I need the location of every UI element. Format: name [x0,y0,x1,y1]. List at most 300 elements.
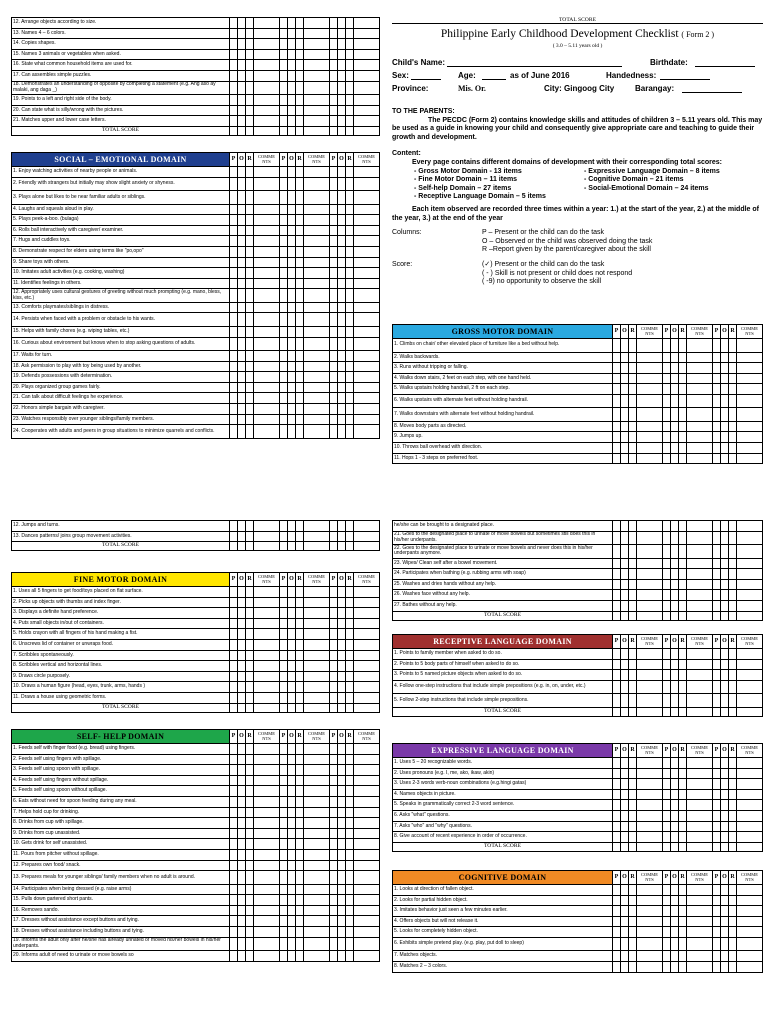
score-cell-r[interactable] [296,608,304,619]
score-cell-p[interactable] [230,18,238,29]
total-score-cell[interactable] [613,611,621,620]
score-cell-p[interactable] [713,895,721,906]
score-cell-o[interactable] [671,408,679,422]
score-cell-r[interactable] [296,650,304,661]
score-cell-r[interactable] [296,849,304,860]
score-cell-p[interactable] [230,60,238,71]
score-cell-r[interactable] [246,95,254,106]
score-cell-p[interactable] [280,839,288,850]
score-cell-o[interactable] [238,639,246,650]
score-cell-comments[interactable] [254,268,280,279]
score-cell-p[interactable] [280,351,288,362]
score-cell-o[interactable] [621,569,629,580]
score-cell-comments[interactable] [637,951,663,962]
score-cell-comments[interactable] [354,818,380,829]
score-cell-o[interactable] [721,384,729,395]
score-cell-o[interactable] [721,453,729,464]
score-cell-o[interactable] [338,60,346,71]
score-cell-p[interactable] [230,765,238,776]
score-cell-comments[interactable] [637,937,663,951]
score-cell-r[interactable] [679,453,687,464]
score-cell-o[interactable] [671,885,679,896]
score-cell-comments[interactable] [304,895,330,906]
score-cell-r[interactable] [296,818,304,829]
score-cell-p[interactable] [663,694,671,708]
score-cell-comments[interactable] [304,81,330,95]
score-cell-r[interactable] [729,895,737,906]
score-cell-o[interactable] [288,828,296,839]
score-cell-p[interactable] [713,453,721,464]
score-cell-o[interactable] [238,191,246,205]
score-cell-comments[interactable] [254,744,280,755]
score-cell-o[interactable] [721,521,729,532]
score-cell-o[interactable] [288,744,296,755]
score-cell-p[interactable] [280,204,288,215]
score-cell-p[interactable] [663,758,671,769]
score-cell-comments[interactable] [254,18,280,29]
score-cell-o[interactable] [288,60,296,71]
score-cell-comments[interactable] [737,916,763,927]
score-cell-o[interactable] [288,849,296,860]
score-cell-r[interactable] [629,694,637,708]
score-cell-comments[interactable] [304,337,330,351]
score-cell-r[interactable] [729,951,737,962]
score-cell-r[interactable] [729,521,737,532]
score-cell-comments[interactable] [304,744,330,755]
score-cell-p[interactable] [230,639,238,650]
score-cell-r[interactable] [346,361,354,372]
score-cell-p[interactable] [230,236,238,247]
score-cell-comments[interactable] [304,70,330,81]
score-cell-p[interactable] [613,670,621,681]
score-cell-o[interactable] [288,351,296,362]
score-cell-p[interactable] [613,579,621,590]
score-cell-comments[interactable] [304,425,330,439]
score-cell-r[interactable] [296,937,304,951]
score-cell-comments[interactable] [687,649,713,660]
score-cell-r[interactable] [346,775,354,786]
score-cell-r[interactable] [246,215,254,226]
total-score-cell[interactable] [330,542,338,551]
score-cell-o[interactable] [288,81,296,95]
total-score-cell[interactable] [613,707,621,716]
score-cell-p[interactable] [663,821,671,832]
score-cell-r[interactable] [629,373,637,384]
score-cell-p[interactable] [713,758,721,769]
score-cell-comments[interactable] [737,821,763,832]
score-cell-p[interactable] [330,278,338,289]
score-cell-comments[interactable] [354,587,380,598]
score-cell-o[interactable] [338,204,346,215]
score-cell-p[interactable] [713,768,721,779]
score-cell-comments[interactable] [737,421,763,432]
score-cell-p[interactable] [230,608,238,619]
score-cell-p[interactable] [230,246,238,257]
score-cell-comments[interactable] [254,671,280,682]
score-cell-comments[interactable] [687,384,713,395]
score-cell-comments[interactable] [637,521,663,532]
score-cell-o[interactable] [721,758,729,769]
score-cell-p[interactable] [663,768,671,779]
score-cell-o[interactable] [671,590,679,601]
score-cell-comments[interactable] [687,885,713,896]
score-cell-r[interactable] [246,236,254,247]
score-cell-r[interactable] [629,394,637,408]
score-cell-o[interactable] [288,246,296,257]
score-cell-comments[interactable] [304,236,330,247]
score-cell-o[interactable] [288,302,296,313]
score-cell-comments[interactable] [737,531,763,545]
score-cell-o[interactable] [671,916,679,927]
score-cell-r[interactable] [346,372,354,383]
score-cell-o[interactable] [721,569,729,580]
score-cell-r[interactable] [729,558,737,569]
score-cell-o[interactable] [238,786,246,797]
score-cell-p[interactable] [280,236,288,247]
score-cell-comments[interactable] [637,916,663,927]
score-cell-comments[interactable] [687,339,713,353]
score-cell-comments[interactable] [354,393,380,404]
score-cell-r[interactable] [629,821,637,832]
score-cell-r[interactable] [629,800,637,811]
score-cell-comments[interactable] [304,587,330,598]
score-cell-o[interactable] [721,394,729,408]
score-cell-o[interactable] [671,832,679,843]
score-cell-comments[interactable] [687,659,713,670]
score-cell-r[interactable] [246,18,254,29]
score-cell-p[interactable] [330,351,338,362]
score-cell-comments[interactable] [254,278,280,289]
score-cell-comments[interactable] [304,775,330,786]
score-cell-r[interactable] [246,871,254,885]
score-cell-o[interactable] [238,39,246,50]
score-cell-o[interactable] [721,927,729,938]
score-cell-r[interactable] [296,95,304,106]
score-cell-comments[interactable] [254,191,280,205]
score-cell-o[interactable] [621,590,629,601]
score-cell-comments[interactable] [687,545,713,559]
score-cell-o[interactable] [238,326,246,337]
score-cell-comments[interactable] [737,649,763,660]
score-cell-comments[interactable] [304,682,330,693]
score-cell-comments[interactable] [354,796,380,807]
score-cell-p[interactable] [663,339,671,353]
score-cell-p[interactable] [330,116,338,127]
score-cell-comments[interactable] [737,443,763,454]
score-cell-r[interactable] [246,414,254,425]
score-cell-o[interactable] [238,884,246,895]
score-cell-p[interactable] [713,659,721,670]
score-cell-comments[interactable] [687,810,713,821]
handedness-field[interactable] [660,71,710,80]
score-cell-p[interactable] [280,268,288,279]
score-cell-p[interactable] [280,786,288,797]
score-cell-o[interactable] [238,361,246,372]
score-cell-r[interactable] [629,363,637,374]
total-score-cell[interactable] [288,126,296,135]
score-cell-r[interactable] [346,425,354,439]
score-cell-p[interactable] [613,768,621,779]
total-score-cell[interactable] [621,611,629,620]
score-cell-r[interactable] [246,744,254,755]
score-cell-r[interactable] [629,885,637,896]
score-cell-p[interactable] [330,692,338,703]
score-cell-o[interactable] [288,116,296,127]
score-cell-r[interactable] [346,236,354,247]
score-cell-o[interactable] [338,905,346,916]
score-cell-p[interactable] [280,775,288,786]
score-cell-p[interactable] [613,951,621,962]
score-cell-r[interactable] [346,744,354,755]
score-cell-p[interactable] [663,937,671,951]
score-cell-r[interactable] [246,60,254,71]
score-cell-comments[interactable] [304,302,330,313]
total-score-cell[interactable] [254,542,280,551]
score-cell-o[interactable] [721,352,729,363]
score-cell-comments[interactable] [637,339,663,353]
score-cell-r[interactable] [679,569,687,580]
score-cell-p[interactable] [230,744,238,755]
score-cell-r[interactable] [679,962,687,973]
score-cell-p[interactable] [230,871,238,885]
score-cell-p[interactable] [280,531,288,542]
score-cell-r[interactable] [296,246,304,257]
score-cell-p[interactable] [230,521,238,532]
score-cell-p[interactable] [280,105,288,116]
score-cell-comments[interactable] [304,531,330,542]
score-cell-comments[interactable] [254,951,280,962]
score-cell-r[interactable] [729,394,737,408]
score-cell-comments[interactable] [254,39,280,50]
score-cell-comments[interactable] [354,839,380,850]
total-score-cell[interactable] [729,707,737,716]
score-cell-r[interactable] [346,313,354,327]
total-score-cell[interactable] [304,703,330,712]
score-cell-r[interactable] [296,60,304,71]
score-cell-comments[interactable] [304,177,330,191]
score-cell-p[interactable] [613,659,621,670]
score-cell-p[interactable] [230,425,238,439]
score-cell-r[interactable] [346,393,354,404]
score-cell-o[interactable] [288,414,296,425]
score-cell-p[interactable] [280,765,288,776]
score-cell-comments[interactable] [304,215,330,226]
score-cell-p[interactable] [280,382,288,393]
score-cell-r[interactable] [729,408,737,422]
score-cell-r[interactable] [296,28,304,39]
score-cell-o[interactable] [671,951,679,962]
score-cell-comments[interactable] [637,453,663,464]
score-cell-p[interactable] [280,587,288,598]
score-cell-o[interactable] [288,268,296,279]
score-cell-r[interactable] [629,659,637,670]
score-cell-comments[interactable] [254,289,280,303]
score-cell-p[interactable] [613,408,621,422]
score-cell-r[interactable] [729,906,737,917]
score-cell-o[interactable] [671,649,679,660]
score-cell-o[interactable] [338,167,346,178]
score-cell-comments[interactable] [687,821,713,832]
score-cell-r[interactable] [629,937,637,951]
score-cell-comments[interactable] [687,832,713,843]
score-cell-r[interactable] [346,597,354,608]
score-cell-r[interactable] [629,521,637,532]
score-cell-o[interactable] [238,177,246,191]
score-cell-p[interactable] [713,545,721,559]
score-cell-o[interactable] [621,649,629,660]
score-cell-o[interactable] [238,629,246,640]
score-cell-comments[interactable] [304,278,330,289]
score-cell-r[interactable] [296,177,304,191]
score-cell-comments[interactable] [254,828,280,839]
score-cell-r[interactable] [246,796,254,807]
score-cell-p[interactable] [663,885,671,896]
score-cell-p[interactable] [330,225,338,236]
score-cell-comments[interactable] [254,414,280,425]
score-cell-o[interactable] [338,951,346,962]
score-cell-o[interactable] [671,906,679,917]
score-cell-comments[interactable] [737,789,763,800]
score-cell-p[interactable] [330,775,338,786]
score-cell-comments[interactable] [737,600,763,611]
score-cell-r[interactable] [729,694,737,708]
score-cell-comments[interactable] [687,373,713,384]
score-cell-o[interactable] [288,177,296,191]
score-cell-comments[interactable] [304,765,330,776]
score-cell-o[interactable] [721,558,729,569]
score-cell-r[interactable] [246,587,254,598]
score-cell-p[interactable] [613,352,621,363]
score-cell-p[interactable] [330,765,338,776]
score-cell-r[interactable] [729,590,737,601]
score-cell-p[interactable] [613,339,621,353]
score-cell-p[interactable] [330,39,338,50]
score-cell-r[interactable] [246,337,254,351]
score-cell-o[interactable] [338,39,346,50]
score-cell-p[interactable] [330,860,338,871]
total-score-cell[interactable] [296,126,304,135]
score-cell-comments[interactable] [637,906,663,917]
score-cell-o[interactable] [288,895,296,906]
score-cell-r[interactable] [729,768,737,779]
score-cell-r[interactable] [296,289,304,303]
score-cell-p[interactable] [230,937,238,951]
score-cell-p[interactable] [713,670,721,681]
score-cell-p[interactable] [663,916,671,927]
score-cell-comments[interactable] [687,800,713,811]
score-cell-r[interactable] [629,453,637,464]
score-cell-o[interactable] [621,363,629,374]
score-cell-r[interactable] [246,951,254,962]
score-cell-comments[interactable] [687,579,713,590]
score-cell-r[interactable] [296,49,304,60]
score-cell-comments[interactable] [637,531,663,545]
score-cell-r[interactable] [629,579,637,590]
score-cell-r[interactable] [679,821,687,832]
score-cell-o[interactable] [671,927,679,938]
score-cell-r[interactable] [246,393,254,404]
score-cell-comments[interactable] [254,326,280,337]
score-cell-p[interactable] [613,800,621,811]
score-cell-p[interactable] [713,832,721,843]
score-cell-p[interactable] [330,361,338,372]
score-cell-o[interactable] [238,278,246,289]
score-cell-p[interactable] [330,337,338,351]
score-cell-r[interactable] [296,382,304,393]
score-cell-o[interactable] [338,682,346,693]
score-cell-o[interactable] [288,839,296,850]
score-cell-r[interactable] [629,432,637,443]
score-cell-p[interactable] [330,414,338,425]
score-cell-comments[interactable] [637,821,663,832]
score-cell-o[interactable] [238,531,246,542]
total-score-cell[interactable] [687,707,713,716]
score-cell-o[interactable] [721,600,729,611]
score-cell-o[interactable] [721,670,729,681]
score-cell-r[interactable] [246,828,254,839]
score-cell-p[interactable] [613,895,621,906]
score-cell-r[interactable] [629,895,637,906]
score-cell-comments[interactable] [737,906,763,917]
score-cell-p[interactable] [713,569,721,580]
score-cell-comments[interactable] [637,680,663,694]
score-cell-comments[interactable] [254,313,280,327]
score-cell-comments[interactable] [687,758,713,769]
score-cell-o[interactable] [288,951,296,962]
score-cell-r[interactable] [246,49,254,60]
score-cell-o[interactable] [721,363,729,374]
score-cell-comments[interactable] [637,962,663,973]
score-cell-comments[interactable] [304,597,330,608]
score-cell-p[interactable] [663,352,671,363]
score-cell-r[interactable] [629,443,637,454]
score-cell-r[interactable] [246,818,254,829]
score-cell-o[interactable] [338,49,346,60]
score-cell-p[interactable] [330,927,338,938]
score-cell-o[interactable] [338,860,346,871]
score-cell-o[interactable] [621,810,629,821]
score-cell-p[interactable] [280,951,288,962]
score-cell-p[interactable] [663,432,671,443]
score-cell-r[interactable] [246,425,254,439]
score-cell-r[interactable] [246,105,254,116]
score-cell-p[interactable] [330,268,338,279]
score-cell-comments[interactable] [304,786,330,797]
score-cell-r[interactable] [679,800,687,811]
score-cell-p[interactable] [280,313,288,327]
score-cell-o[interactable] [238,382,246,393]
score-cell-comments[interactable] [637,408,663,422]
score-cell-o[interactable] [338,587,346,598]
score-cell-p[interactable] [663,394,671,408]
score-cell-p[interactable] [280,828,288,839]
score-cell-comments[interactable] [254,871,280,885]
score-cell-o[interactable] [238,754,246,765]
score-cell-o[interactable] [288,313,296,327]
score-cell-r[interactable] [729,649,737,660]
total-score-cell[interactable] [629,842,637,851]
score-cell-o[interactable] [621,895,629,906]
score-cell-r[interactable] [679,649,687,660]
score-cell-o[interactable] [288,167,296,178]
score-cell-p[interactable] [330,302,338,313]
score-cell-o[interactable] [288,661,296,672]
score-cell-o[interactable] [621,531,629,545]
score-cell-r[interactable] [296,39,304,50]
score-cell-comments[interactable] [254,246,280,257]
score-cell-r[interactable] [246,937,254,951]
score-cell-p[interactable] [713,408,721,422]
